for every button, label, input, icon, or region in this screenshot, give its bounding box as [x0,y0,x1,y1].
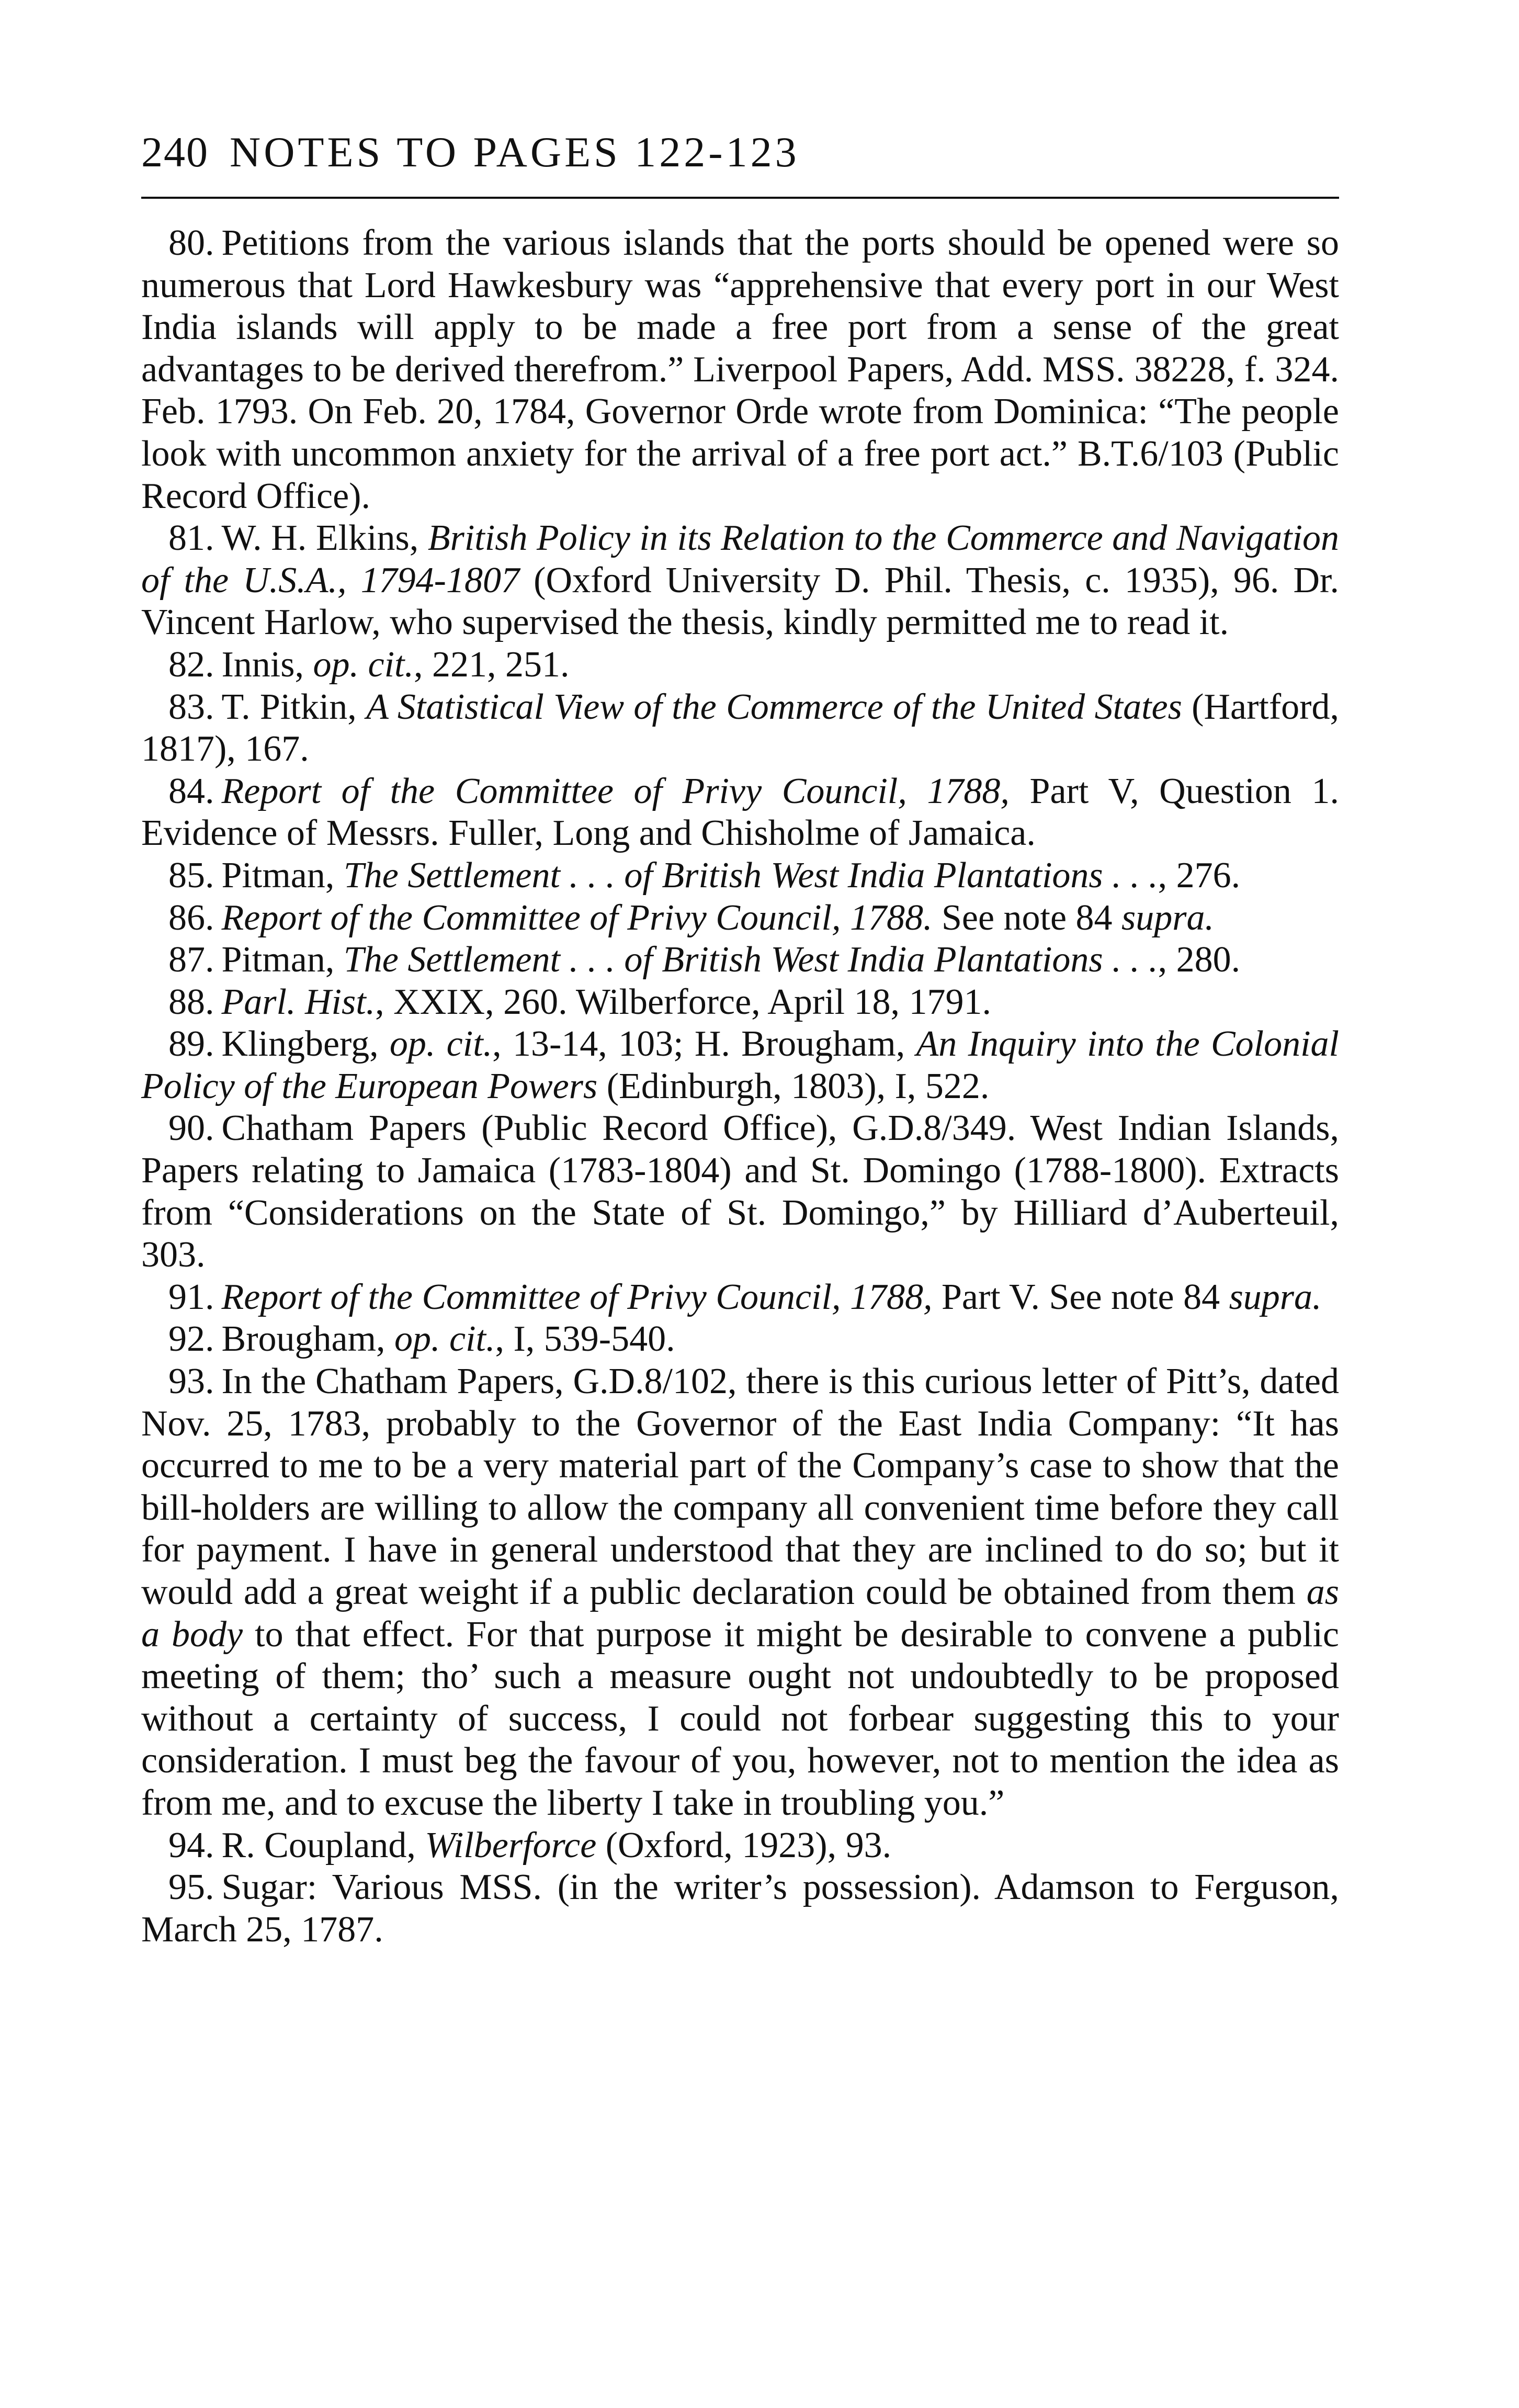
footnote-text: Petitions from the various islands that the ports should be opened were so numerous that Lord Hawkesbury was “apprehensive that every port in our West India islands will apply to be made a free port from a sense of the great advantages to be derived therefrom.” Liverpool Papers, Add. MSS. 38228, f. 324. Feb. 1793. On Feb. 20, 1784, Governor Orde wrote from Dominica: “The people look with uncommon anxiety for the arrival of a free port act.” B.T.6/103 (Public Record Office). [141,223,1339,516]
footnote [141,644,1339,686]
footnote-text: T. Pitkin, [221,686,367,727]
footnote-text: , 221, 251. [413,644,570,685]
footnote-text: Brougham, [221,1319,395,1360]
footnote-italic-text: The Settlement . . . of British West India Plantations . . . [343,940,1158,980]
footnote-number: 93. [168,1361,214,1402]
footnote-text: , 280. [1158,940,1241,980]
footnote [141,686,1339,771]
footnote-number: 91. [168,1276,214,1317]
footnote-text: to that effect. For that purpose it might be desirable to convene a public meeting of them; tho’ such a measure ought not undoubtedly to be proposed without a certainty of success, I could not forbear suggesting this to your consideration. I must beg the favour of you, however, not to mention the idea as from me, and to excuse the liberty I take in troubling you.” [141,1614,1339,1823]
footnote-text: Chatham Papers (Public Record Office), G.D.8/349. West Indian Islands, Papers relating to Jamaica (1783-1804) and St. Domingo (1788-1800). Extracts from “Considerations on the State of St. Domingo,” by Hilliard d’Auberteuil, 303. [141,1108,1339,1275]
footnote-italic-text: Parl. Hist. [221,981,376,1022]
footnote-text: (Hartford, 1817), 167. [141,686,1339,770]
footnote-text: R. Coupland, [221,1825,425,1866]
footnote-italic-text: A Statistical View of the Commerce of the United States [366,686,1182,727]
footnote-text: Pitman, [221,855,344,896]
header-title: NOTES TO PAGES 122-123 [230,128,800,176]
footnote-number: 95. [168,1867,214,1908]
footnote-text: , 276. [1158,855,1241,896]
footnote [141,222,1339,517]
footnote-italic-text: op. cit. [394,1319,495,1360]
footnote-text: Klingberg, [221,1024,390,1065]
footnote-text: (Oxford University D. Phil. Thesis, c. 1935), 96. Dr. Vincent Harlow, who supervised the thesis, kindly permitted me to read it. [141,560,1339,643]
footnote-number: 83. [168,686,214,727]
footnote-italic-text: Report of the Committee of Privy Council, 1788, [221,1276,933,1317]
footnote-number: 80. [168,223,214,263]
footnote-text: (Edinburgh, 1803), I, 522. [597,1066,990,1106]
footnote-number: 86. [168,897,214,938]
footnote-text: In the Chatham Papers, G.D.8/102, there is this curious letter of Pitt’s, dated Nov. 25, 1783, probably to the Governor of the East India Company: “It has occurred to me to be a very material part of the Company’s case to show that the bill-holders are willing to allow the company all convenient time before they call for payment. I have in general understood that they are inclined to do so; but it would add a great weight if a public declaration could be obtained from them [141,1361,1339,1612]
footnote-italic-text: The Settlement . . . of British West India Plantations . . . [343,855,1158,896]
footnote [141,1276,1339,1319]
header-rule [141,197,1339,199]
footnote-number: 89. [168,1024,214,1065]
footnote-text: See note 84 [932,897,1122,938]
footnote [141,897,1339,940]
footnote-text: W. H. Elkins, [221,518,428,559]
footnote-text: , XXIX, 260. Wilberforce, April 18, 1791. [375,981,992,1022]
footnote-italic-text: British Policy in its Relation to the Commerce and Navigation of the U.S.A., 1794-1807 [141,518,1339,601]
footnote-italic-text: op. cit. [389,1024,493,1065]
footnote [141,1361,1339,1825]
footnote-text: Sugar: Various MSS. (in the writer’s possession). Adamson to Ferguson, March 25, 1787. [141,1867,1339,1950]
footnote [141,855,1339,897]
footnote-number: 81. [168,518,214,559]
running-header [141,128,1339,176]
footnote-text: , 13-14, 103; H. Brougham, [492,1024,916,1065]
footnote [141,1825,1339,1867]
footnote-number: 82. [168,644,214,685]
footnote-number: 84. [168,771,214,811]
footnote [141,1023,1339,1107]
footnote-italic-text: Report of the Committee of Privy Council, 1788, [221,771,1010,811]
footnote-italic-text: Wilberforce [425,1825,597,1866]
footnote [141,517,1339,644]
footnote-number: 88. [168,981,214,1022]
footnote [141,939,1339,981]
footnote-number: 87. [168,940,214,980]
footnote-text: , I, 539-540. [495,1319,675,1360]
footnote-italic-text: supra. [1229,1276,1322,1317]
footnote-text: (Oxford, 1923), 93. [596,1825,892,1866]
footnote-italic-text: Report of the Committee of Privy Council, 1788. [221,897,933,938]
footnote-text: Part V. See note 84 [932,1276,1229,1317]
footnote-italic-text: supra. [1121,897,1215,938]
page-number: 240 [141,128,209,176]
footnote-text: Pitman, [221,940,344,980]
footnote-number: 85. [168,855,214,896]
footnote-number: 90. [168,1108,214,1149]
footnote [141,1107,1339,1276]
footnote [141,1867,1339,1951]
footnote-italic-text: op. cit. [313,644,414,685]
footnote-text: Innis, [221,644,313,685]
footnote [141,1318,1339,1361]
footnote-italic-text: An Inquiry into the Colonial Policy of the European Powers [141,1024,1340,1106]
footnote [141,771,1339,855]
notes-list [141,222,1339,1951]
footnote [141,981,1339,1024]
footnote-number: 94. [168,1825,214,1866]
footnote-italic-text: as a body [141,1572,1339,1655]
footnote-text: Part V, Question 1. Evidence of Messrs. Fuller, Long and Chisholme of Jamaica. [141,771,1339,854]
footnote-number: 92. [168,1319,214,1360]
